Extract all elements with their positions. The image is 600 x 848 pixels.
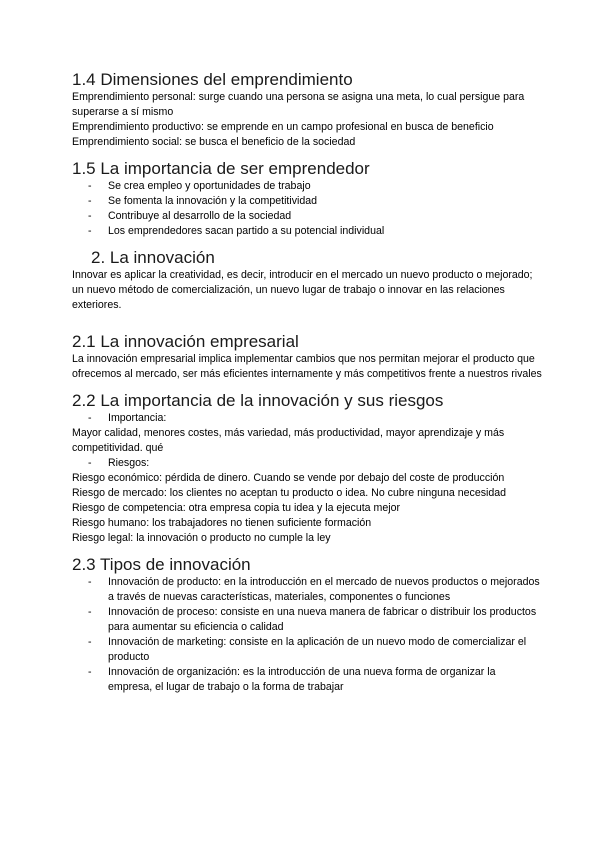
paragraph: Emprendimiento productivo: se emprende en un campo profesional en busca de beneficio (72, 121, 494, 133)
bullet-list (72, 456, 542, 471)
list-item: - Se fomenta la innovación y la competitividad (72, 194, 542, 209)
paragraph: Emprendimiento social: se busca el beneficio de la sociedad (72, 136, 356, 148)
list-item: - Riesgos: (72, 456, 542, 471)
paragraph: Mayor calidad, menores costes, más variedad, más productividad, mayor aprendizaje y más competitividad. qué (72, 427, 505, 454)
section-title-2: 2. La innovación (91, 248, 215, 267)
list-item: - Contribuye al desarrollo de la sociedad (72, 209, 542, 224)
paragraph: Emprendimiento personal: surge cuando una persona se asigna una meta, lo cual persigue para superarse a sí mismo (72, 91, 525, 118)
list-item: - Importancia: (72, 411, 542, 426)
section-title-2-1: 2.1 La innovación empresarial (72, 332, 299, 351)
paragraph: La innovación empresarial implica implementar cambios que nos permitan mejorar el producto que ofrecemos al mercado, ser más eficientes internamente y más competitivos frente a nuestros rivales (72, 353, 542, 380)
list-item: - Innovación de marketing: consiste en la aplicación de un nuevo modo de comercializar el producto (72, 635, 542, 665)
list-item: - Innovación de producto: en la introducción en el mercado de nuevos productos o mejorados a través de nuevas características, materiales, componentes o funciones (72, 575, 542, 605)
list-item: - Los emprendedores sacan partido a su potencial individual (72, 224, 542, 239)
paragraph: Innovar es aplicar la creatividad, es decir, introducir en el mercado un nuevo producto o mejorado; un nuevo método de comercialización, un nuevo lugar de trabajo o innovar en las relaciones exteriores. (72, 269, 533, 311)
paragraph: Riesgo legal: la innovación o producto no cumple la ley (72, 532, 331, 544)
list-item: - Innovación de proceso: consiste en una nueva manera de fabricar o distribuir los productos para aumentar su eficiencia o calidad (72, 605, 542, 635)
list-item: - Se crea empleo y oportunidades de trabajo (72, 179, 542, 194)
bullet-list (72, 575, 542, 695)
section-title-2-2: 2.2 La importancia de la innovación y sus riesgos (72, 391, 444, 410)
bullet-list (72, 411, 542, 426)
section-title-2-3: 2.3 Tipos de innovación (72, 555, 251, 574)
section-title-1-5: 1.5 La importancia de ser emprendedor (72, 159, 370, 178)
bullet-list (72, 179, 542, 239)
paragraph: Riesgo humano: los trabajadores no tienen suficiente formación (72, 517, 372, 529)
paragraph: Riesgo de mercado: los clientes no aceptan tu producto o idea. No cubre ninguna necesidad (72, 487, 507, 499)
section-title-1-4: 1.4 Dimensiones del emprendimiento (72, 70, 353, 89)
paragraph: Riesgo económico: pérdida de dinero. Cuando se vende por debajo del coste de producción (72, 472, 505, 484)
paragraph: Riesgo de competencia: otra empresa copia tu idea y la ejecuta mejor (72, 502, 400, 514)
list-item: - Innovación de organización: es la introducción de una nueva forma de organizar la empresa, el lugar de trabajo o la forma de trabajar (72, 665, 542, 695)
document-page (72, 70, 542, 695)
